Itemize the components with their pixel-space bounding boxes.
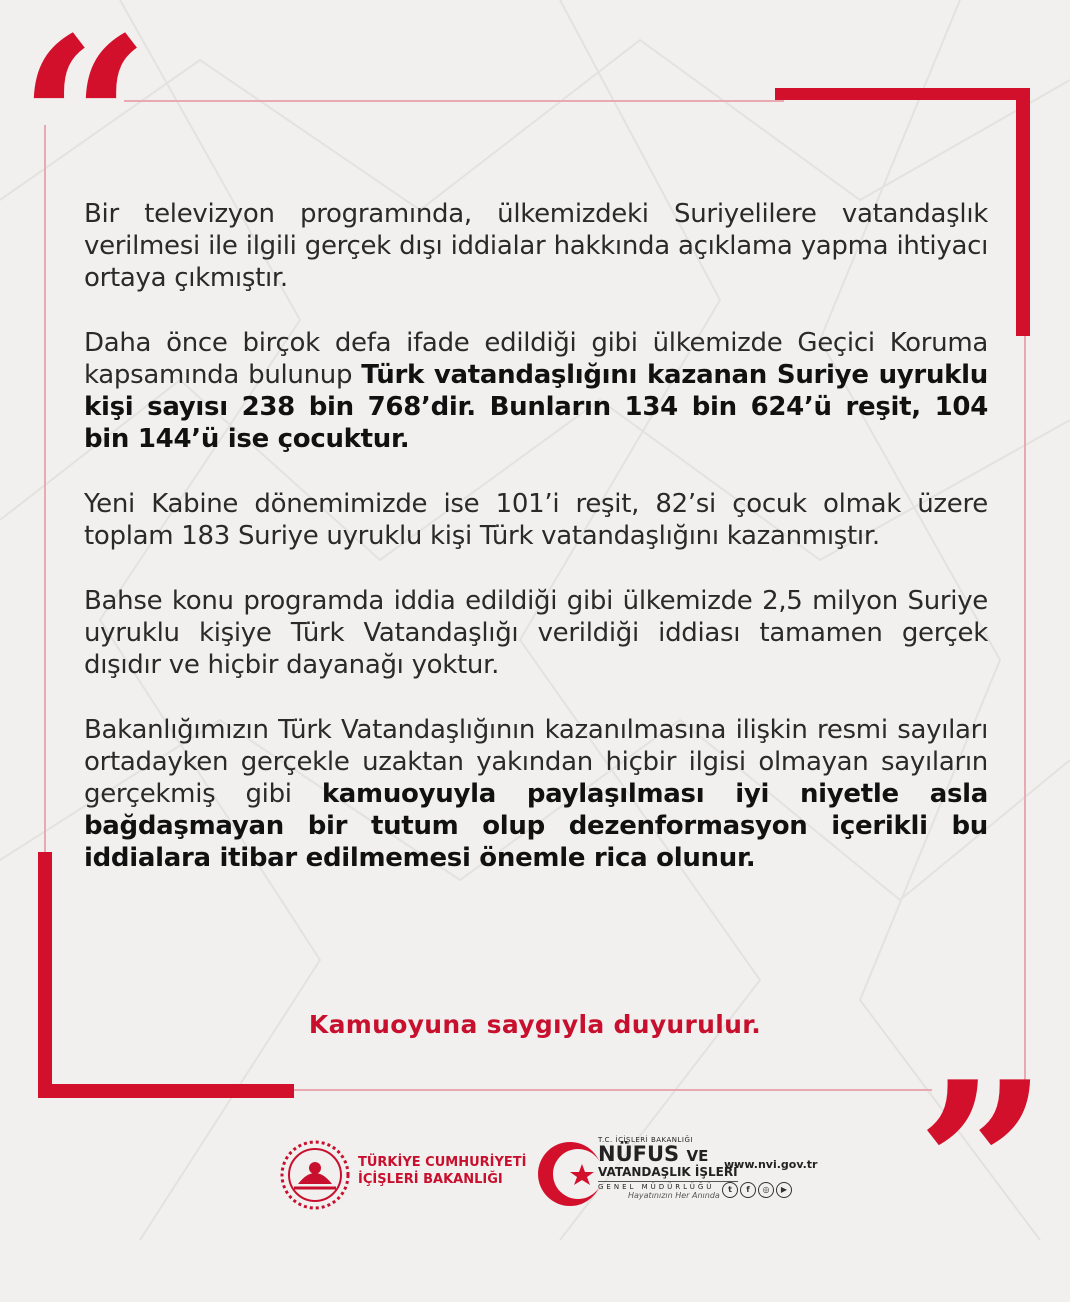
ministry-name-line2: İÇİŞLERİ BAKANLIĞI: [358, 1172, 503, 1187]
frame-bottom: [292, 1089, 932, 1091]
paragraph-5: [84, 714, 988, 874]
paragraph-3: [84, 488, 988, 552]
nvi-ve: VE: [686, 1147, 709, 1165]
open-quote-icon: “: [18, 0, 151, 258]
facebook-icon[interactable]: f: [740, 1182, 756, 1198]
body-text: Bir televizyon programında, ülkemizdeki Suriyelilere vatandaşlık verilmesi ile ilgili gerçek dışı iddialar hakkında açıklama yapma ihtiyacı ortaya çıkmıştır.: [84, 199, 988, 293]
nvi-big-line: NÜFUS: [598, 1142, 680, 1166]
corner-bar-top-vertical: [1016, 88, 1030, 336]
nvi-name: [598, 1136, 738, 1200]
body-text: Yeni Kabine dönemimizde ise 101’i reşit, 82’si çocuk olmak üzere toplam 183 Suriye uyruklu kişi Türk vatandaşlığını kazanmıştır.: [84, 489, 988, 551]
corner-bar-bottom-vertical: [38, 852, 52, 1098]
twitter-icon[interactable]: t: [722, 1182, 738, 1198]
social-icons: [722, 1182, 792, 1198]
nvi-top-line: T.C. İÇİŞLERİ BAKANLIĞI: [598, 1136, 693, 1144]
body-text: Daha önce birçok defa ifade edildiği gibi ülkemizde Geçici Koruma kapsamında bulunup: [84, 328, 988, 390]
paragraph-1: [84, 198, 988, 294]
nvi-gm-line: GENEL MÜDÜRLÜĞÜ: [598, 1181, 738, 1191]
frame-right: [1024, 330, 1026, 1090]
paragraph-2: [84, 327, 988, 455]
ministry-name-line1: TÜRKİYE CUMHURİYETİ: [358, 1155, 527, 1170]
paragraph-4: [84, 585, 988, 681]
youtube-icon[interactable]: ▶: [776, 1182, 792, 1198]
bold-text: kamuoyuyla paylaşılması iyi niyetle asla bağdaşmayan bir tutum olup dezenformasyon içerikli bu iddialara itibar edilmemesi önemle rica olunur.: [84, 779, 988, 873]
corner-bar-bottom-horizontal: [38, 1084, 294, 1098]
nvi-slogan: Hayatınızın Her Anında: [628, 1191, 720, 1200]
footer: [0, 1130, 1070, 1230]
bold-text: Türk vatandaşlığını kazanan Suriye uyruklu kişi sayısı 238 bin 768’dir. Bunların 134 bin 624’ü reşit, 104 bin 144’ü ise çocuktur.: [84, 360, 988, 454]
frame-top: [124, 100, 784, 102]
corner-bar-top-horizontal: [775, 88, 1030, 100]
body-text: Bakanlığımızın Türk Vatandaşlığının kazanılmasına ilişkin resmi sayıları ortadayken gerçekle uzaktan yakından hiçbir ilgisi olmayan sayıların gerçekmiş gibi: [84, 715, 988, 809]
ministry-name: [358, 1154, 526, 1188]
ministry-emblem-icon: [278, 1138, 352, 1212]
website-link[interactable]: www.nvi.gov.tr: [724, 1158, 818, 1171]
body-text: Bahse konu programda iddia edildiği gibi ülkemizde 2,5 milyon Suriye uyruklu kişiye Türk Vatandaşlığı verildiği iddiası tamamen gerçek dışıdır ve hiçbir dayanağı yoktur.: [84, 586, 988, 680]
instagram-icon[interactable]: ◎: [758, 1182, 774, 1198]
close-quote-icon: ”: [916, 1032, 1049, 1302]
nvi-mid-line: VATANDAŞLIK İŞLERİ: [598, 1165, 738, 1179]
closing-line: Kamuoyuna saygıyla duyurulur.: [308, 1010, 762, 1039]
statement-body: [84, 198, 988, 907]
